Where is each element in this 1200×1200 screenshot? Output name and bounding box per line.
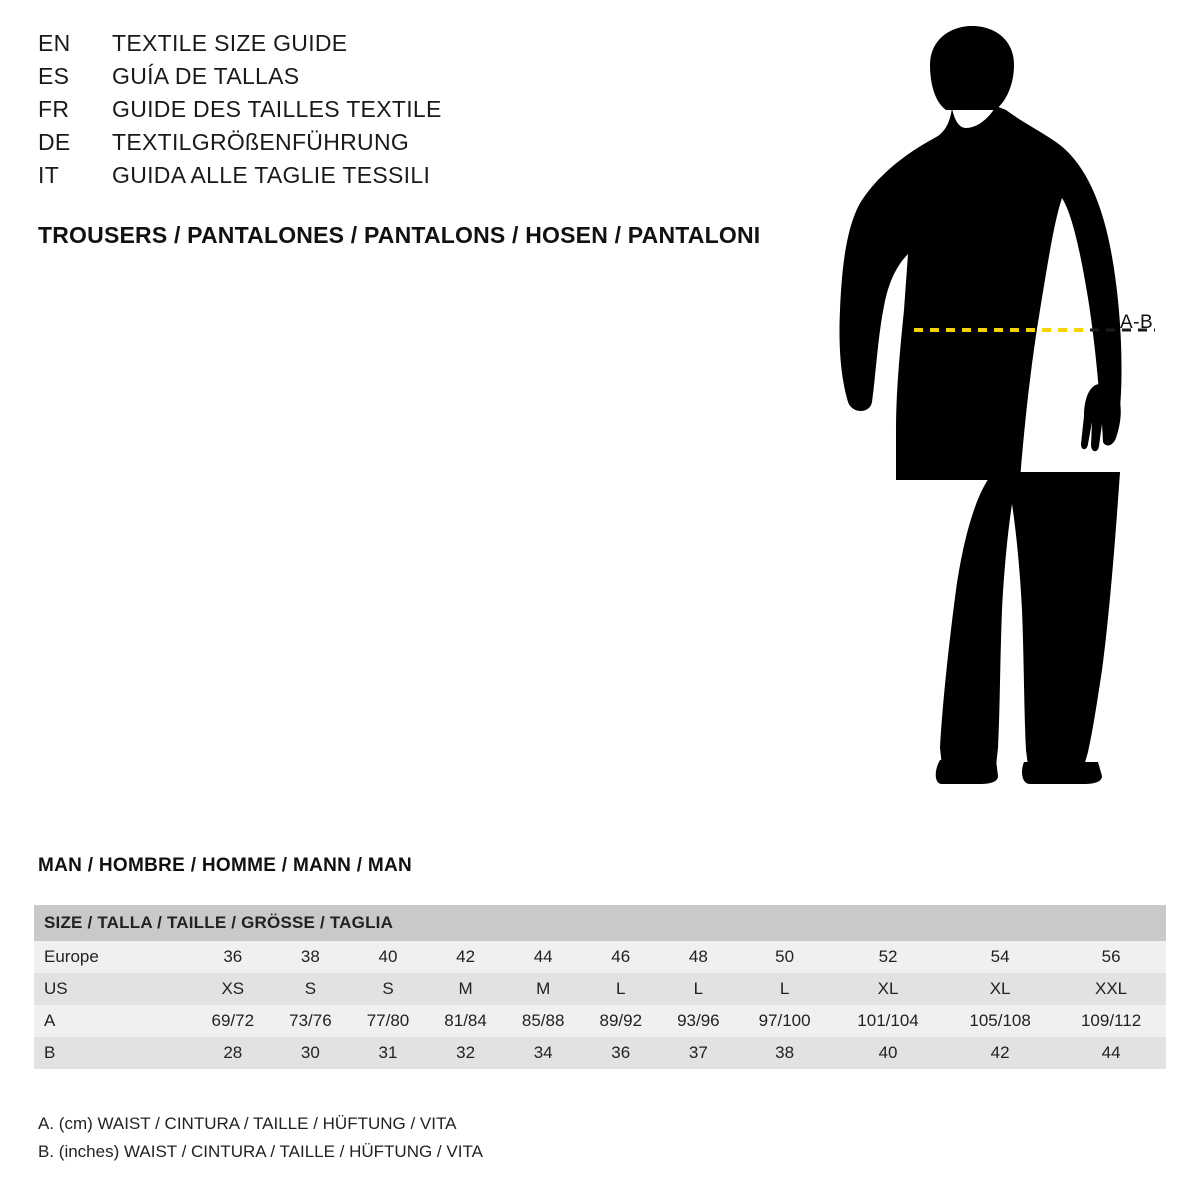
footnote-b: B. (inches) WAIST / CINTURA / TAILLE / HÜFTUNG / VITA <box>38 1142 483 1162</box>
cell: XXL <box>1056 973 1166 1005</box>
cell: 38 <box>737 1037 832 1069</box>
language-code-it: IT <box>38 162 60 188</box>
cell: M <box>504 973 582 1005</box>
cell: 40 <box>832 1037 944 1069</box>
cell: 93/96 <box>660 1005 738 1037</box>
footnotes <box>38 1110 483 1166</box>
cell: S <box>349 973 427 1005</box>
language-title-en: TEXTILE SIZE GUIDE <box>112 30 348 56</box>
cell: XL <box>944 973 1056 1005</box>
cell: 36 <box>582 1037 660 1069</box>
cell: 37 <box>660 1037 738 1069</box>
cell: 42 <box>427 941 505 973</box>
language-row-fr <box>38 96 798 129</box>
row-label-a: A <box>34 1005 194 1037</box>
table-row <box>34 973 1166 1005</box>
cell: L <box>582 973 660 1005</box>
cell: XL <box>832 973 944 1005</box>
cell: 77/80 <box>349 1005 427 1037</box>
cell: 89/92 <box>582 1005 660 1037</box>
cell: XS <box>194 973 272 1005</box>
language-code-en: EN <box>38 30 71 56</box>
language-title-de: TEXTILGRÖßENFÜHRUNG <box>112 129 410 155</box>
cell: 44 <box>504 941 582 973</box>
cell: S <box>272 973 350 1005</box>
cell: 32 <box>427 1037 505 1069</box>
cell: 42 <box>944 1037 1056 1069</box>
table-caption-man: MAN / HOMBRE / HOMME / MANN / MAN <box>38 855 413 876</box>
cell: M <box>427 973 505 1005</box>
cell: 81/84 <box>427 1005 505 1037</box>
cell: L <box>737 973 832 1005</box>
cell: 52 <box>832 941 944 973</box>
language-row-it <box>38 162 798 195</box>
language-title-es: GUÍA DE TALLAS <box>112 63 300 89</box>
table-row <box>34 1037 1166 1069</box>
language-row-es <box>38 63 798 96</box>
cell: 56 <box>1056 941 1166 973</box>
cell: 101/104 <box>832 1005 944 1037</box>
cell: 73/76 <box>272 1005 350 1037</box>
cell: 109/112 <box>1056 1005 1166 1037</box>
cell: 50 <box>737 941 832 973</box>
cell: 46 <box>582 941 660 973</box>
language-row-de <box>38 129 798 162</box>
table-header-label: SIZE / TALLA / TAILLE / GRÖSSE / TAGLIA <box>34 905 1166 941</box>
language-title-block <box>38 30 798 195</box>
language-title-fr: GUIDE DES TAILLES TEXTILE <box>112 96 442 122</box>
size-table <box>34 905 1166 1069</box>
cell: 44 <box>1056 1037 1166 1069</box>
cell: 28 <box>194 1037 272 1069</box>
row-label-b: B <box>34 1037 194 1069</box>
language-code-de: DE <box>38 129 71 155</box>
language-row-en <box>38 30 798 63</box>
cell: 30 <box>272 1037 350 1069</box>
cell: 54 <box>944 941 1056 973</box>
table-header-row <box>34 905 1166 941</box>
cell: 40 <box>349 941 427 973</box>
cell: 69/72 <box>194 1005 272 1037</box>
row-label-us: US <box>34 973 194 1005</box>
table-row <box>34 1005 1166 1037</box>
cell: 85/88 <box>504 1005 582 1037</box>
garment-type-heading: TROUSERS / PANTALONES / PANTALONS / HOSEN / PANTALONI <box>38 222 761 248</box>
language-code-fr: FR <box>38 96 70 122</box>
cell: 36 <box>194 941 272 973</box>
measure-label-ab: A-B <box>1120 312 1154 333</box>
cell: 105/108 <box>944 1005 1056 1037</box>
man-silhouette <box>839 26 1121 784</box>
cell: 31 <box>349 1037 427 1069</box>
language-title-it: GUIDA ALLE TAGLIE TESSILI <box>112 162 431 188</box>
cell: 97/100 <box>737 1005 832 1037</box>
footnote-a: A. (cm) WAIST / CINTURA / TAILLE / HÜFTUNG / VITA <box>38 1114 457 1133</box>
table-row <box>34 941 1166 973</box>
language-code-es: ES <box>38 63 70 89</box>
cell: 34 <box>504 1037 582 1069</box>
row-label-europe: Europe <box>34 941 194 973</box>
cell: 48 <box>660 941 738 973</box>
figure-illustration <box>800 10 1200 810</box>
cell: 38 <box>272 941 350 973</box>
cell: L <box>660 973 738 1005</box>
